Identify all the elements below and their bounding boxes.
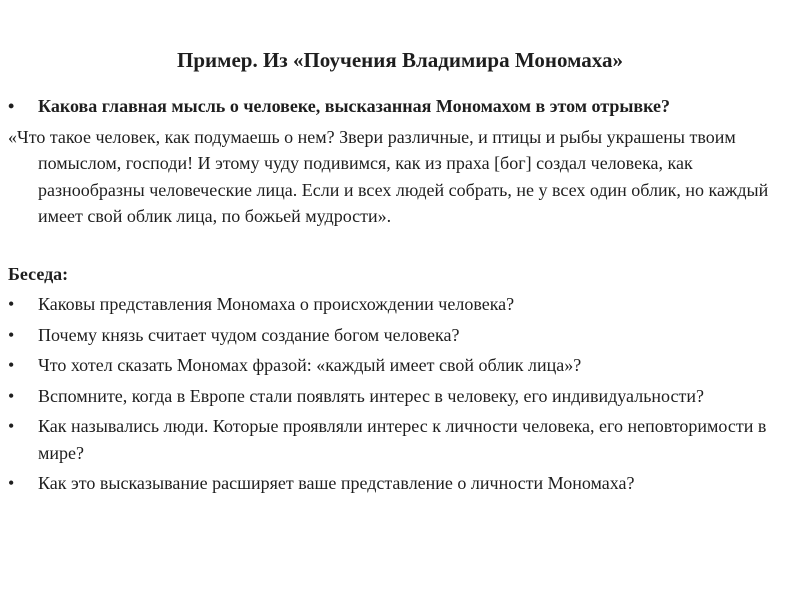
- question-text: Каковы представления Мономаха о происхождении человека?: [38, 294, 515, 314]
- slide-body: [8, 93, 792, 501]
- question-text: Как это высказывание расширяет ваше представление о личности Мономаха?: [38, 473, 635, 493]
- main-question-text: Какова главная мысль о человеке, высказанная Мономахом в этом отрывке?: [38, 96, 671, 116]
- question-text: Вспомните, когда в Европе стали появлять интерес в человеку, его индивидуальности?: [38, 385, 704, 406]
- list-item: [8, 322, 792, 349]
- discussion-heading: Беседа:: [8, 263, 69, 284]
- bullet-icon: •: [8, 96, 15, 116]
- list-item: [8, 413, 792, 466]
- question-text: Почему князь считает чудом создание богом человека?: [38, 324, 460, 345]
- question-text: Как назывались люди. Которые проявляли интерес к личности человека, его неповторимости в мире?: [38, 416, 767, 463]
- question-text: Что хотел сказать Мономах фразой: «каждый имеет свой облик лица»?: [38, 355, 582, 375]
- bullet-icon: •: [8, 324, 15, 345]
- list-item: [8, 352, 792, 379]
- bullet-icon: •: [8, 385, 15, 406]
- list-item: [8, 383, 792, 410]
- monomakh-quote: «Что такое человек, как подумаешь о нем? Звери различные, и птицы и рыбы украшены твоим помыслом, господи! И этому чуду подивимся, как из праха [бог] создал человека, как разнообразны человеческие лица. Если и всех людей собрать, не у всех один облик, но каждый имеет свой облик лица, по божьей мудрости».: [8, 126, 769, 226]
- list-item: [8, 291, 792, 318]
- list-item: [8, 470, 792, 497]
- bullet-icon: •: [8, 355, 15, 375]
- bullet-icon: •: [8, 294, 15, 314]
- bullet-icon: •: [8, 416, 15, 436]
- spacer: [8, 230, 792, 261]
- slide-title: Пример. Из «Поучения Владимира Мономаха»: [177, 48, 623, 72]
- discussion-questions: [8, 291, 792, 497]
- bullet-icon: •: [8, 473, 15, 493]
- main-question: [8, 93, 792, 120]
